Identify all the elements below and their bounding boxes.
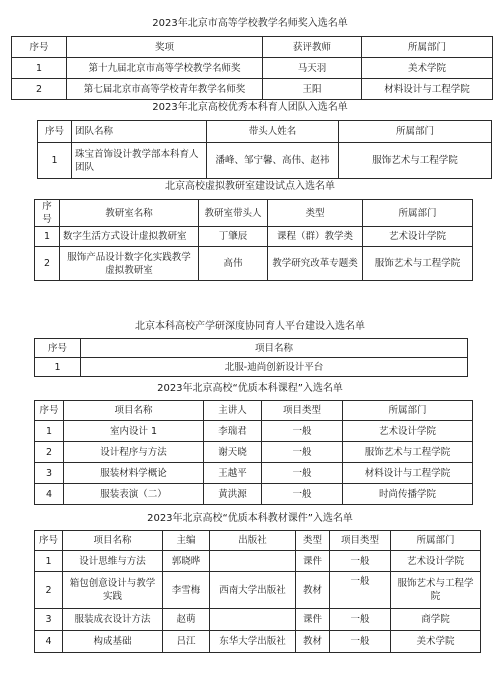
table-cell: 1 [38,143,72,179]
table-cell: 教学研究改革专题类 [268,247,363,281]
section-title-collab-platform: 北京本科高校产学研深度协同育人平台建设入选名单 [135,321,365,332]
table-cell: 2 [12,79,67,100]
header-cell: 获评教师 [263,37,362,58]
table-row [35,609,481,631]
table-cell [210,551,296,572]
table-header-row [35,200,473,227]
table-cell: 课件 [296,609,330,631]
header-cell: 所属部门 [391,531,481,551]
quality-textbook-table [34,530,481,653]
header-cell: 序号 [35,401,64,421]
table-row [35,442,473,463]
table-cell: 马天羽 [263,58,362,79]
table-cell: 第七届北京市高等学校青年教学名师奖 [67,79,263,100]
table-cell: 设计程序与方法 [64,442,204,463]
header-cell: 项目名称 [64,401,204,421]
section-title-teaching-award: 2023年北京市高等学校教学名师奖入选名单 [152,18,348,29]
table-cell: 一般 [262,463,343,484]
table-header-row [35,531,481,551]
table-cell: 2 [35,442,64,463]
table-cell: 王阳 [263,79,362,100]
table-cell: 王越平 [204,463,262,484]
table-cell: 材料设计与工程学院 [343,463,473,484]
table-cell: 商学院 [391,609,481,631]
table-cell: 4 [35,631,63,653]
table-row [12,79,493,100]
table-cell: 服饰艺术与工程学院 [391,572,481,609]
header-cell: 奖项 [67,37,263,58]
table-cell: 1 [35,227,60,247]
table-cell: 高伟 [199,247,268,281]
table-header-row [35,339,468,358]
table-row [35,463,473,484]
table-cell: 1 [12,58,67,79]
table-cell: 1 [35,358,81,377]
teaching-team-table [37,120,492,179]
table-row [35,421,473,442]
table-header-row [12,37,493,58]
header-cell: 带头人姓名 [207,121,339,143]
table-cell: 谢天晓 [204,442,262,463]
table-cell: 一般 [330,609,391,631]
header-cell: 主编 [163,531,210,551]
table-cell: 2 [35,247,60,281]
table-cell: 服饰产品设计数字化实践教学虚拟教研室 [60,247,199,281]
section-title-quality-textbook: 2023年北京高校“优质本科教材课件”入选名单 [147,513,353,524]
table-cell: 艺术设计学院 [343,421,473,442]
table-cell: 构成基础 [63,631,163,653]
table-row [35,247,473,281]
section-title-virtual-lab: 北京高校虚拟教研室建设试点入选名单 [165,181,335,192]
header-cell: 项目名称 [81,339,468,358]
header-cell: 类型 [296,531,330,551]
header-cell: 序号 [12,37,67,58]
table-cell: 设计思维与方法 [63,551,163,572]
table-cell: 课件 [296,551,330,572]
header-cell: 项目名称 [63,531,163,551]
table-cell: 艺术设计学院 [391,551,481,572]
table-cell: 北服-迪尚创新设计平台 [81,358,468,377]
table-cell: 美术学院 [362,58,493,79]
table-cell: 室内设计 1 [64,421,204,442]
table-cell: 服装材料学概论 [64,463,204,484]
table-cell: 服饰艺术与工程学院 [363,247,473,281]
table-cell: 一般 [330,572,391,609]
table-cell: 服装成衣设计方法 [63,609,163,631]
table-cell: 材料设计与工程学院 [362,79,493,100]
table-row [12,58,493,79]
table-cell: 东华大学出版社 [210,631,296,653]
table-row [35,227,473,247]
table-cell: 李瑞君 [204,421,262,442]
table-cell: 赵萌 [163,609,210,631]
header-cell: 团队名称 [72,121,207,143]
header-cell: 教研室名称 [60,200,199,227]
table-row [35,358,468,377]
table-cell: 一般 [330,551,391,572]
table-row [35,572,481,609]
table-cell: 一般 [262,442,343,463]
table-cell: 一般 [262,421,343,442]
table-cell [210,609,296,631]
header-cell: 项目类型 [330,531,391,551]
table-cell: 1 [35,421,64,442]
header-cell: 序号 [35,531,63,551]
table-row [35,484,473,505]
header-cell: 出版社 [210,531,296,551]
table-cell: 服饰艺术与工程学院 [339,143,492,179]
table-cell: 教材 [296,631,330,653]
header-cell: 主讲人 [204,401,262,421]
header-cell: 所属部门 [363,200,473,227]
table-cell: 3 [35,609,63,631]
header-cell: 类型 [268,200,363,227]
quality-course-table [34,400,473,505]
table-cell: 箱包创意设计与教学实践 [63,572,163,609]
table-cell: 郭晓晔 [163,551,210,572]
table-cell: 2 [35,572,63,609]
table-cell: 1 [35,551,63,572]
collab-platform-table [34,338,468,377]
header-cell: 所属部门 [339,121,492,143]
table-cell: 李雪梅 [163,572,210,609]
section-title-teaching-team: 2023年北京高校优秀本科育人团队入选名单 [152,102,348,113]
table-cell: 课程（群）教学类 [268,227,363,247]
table-cell: 西南大学出版社 [210,572,296,609]
table-cell: 服饰艺术与工程学院 [343,442,473,463]
table-cell: 艺术设计学院 [363,227,473,247]
table-cell: 第十九届北京市高等学校教学名师奖 [67,58,263,79]
table-cell: 一般 [330,631,391,653]
table-row [35,551,481,572]
table-row [35,631,481,653]
section-title-quality-course: 2023年北京高校“优质本科课程”入选名单 [157,383,343,394]
header-cell: 教研室带头人 [199,200,268,227]
header-cell: 序号 [35,339,81,358]
teaching-award-table [11,36,493,100]
table-cell: 珠宝首饰设计教学部本科育人团队 [72,143,207,179]
virtual-lab-table [34,199,473,281]
table-header-row [35,401,473,421]
table-row [38,143,492,179]
table-cell: 潘峰、邹宁馨、高伟、赵祎 [207,143,339,179]
header-cell: 序号 [35,200,60,227]
header-cell: 所属部门 [362,37,493,58]
table-cell: 吕江 [163,631,210,653]
table-cell: 数字生活方式设计虚拟教研室 [60,227,199,247]
table-cell: 丁肇辰 [199,227,268,247]
table-cell: 4 [35,484,64,505]
table-cell: 一般 [262,484,343,505]
table-cell: 教材 [296,572,330,609]
table-cell: 3 [35,463,64,484]
header-cell: 序号 [38,121,72,143]
table-cell: 服装表演（二） [64,484,204,505]
table-cell: 美术学院 [391,631,481,653]
table-cell: 黄洪源 [204,484,262,505]
table-header-row [38,121,492,143]
header-cell: 项目类型 [262,401,343,421]
header-cell: 所属部门 [343,401,473,421]
table-cell: 时尚传播学院 [343,484,473,505]
